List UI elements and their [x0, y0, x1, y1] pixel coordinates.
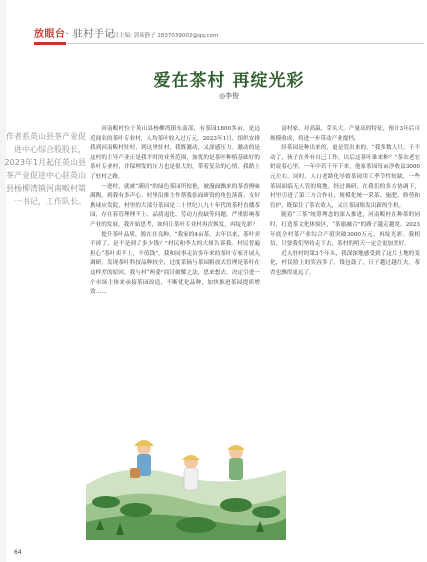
body-column-left — [90, 125, 260, 298]
author-bio: 作者系英山县茶产业促进中心综合股股长，2023年1月起任英山县茶产业促进中心驻英山县杨柳湾镇河南畈村第一书记，工作队长。 — [4, 132, 86, 206]
page-edge — [0, 0, 6, 562]
header-accent-mark — [34, 42, 66, 45]
page-number: 64 — [14, 549, 22, 556]
paragraph: 随着“三茶”统筹理念的深入推进，河南畈村在种茶的同时，打造茶文化体验区，“茶旅融合”的路子越走越宽。2023年底全村茶产业综合产值突破3000万元，再绽光彩。我相信，只要我们坚持走下去，茶村的明天一定会更加美好。 — [270, 212, 420, 248]
editor-info: 栏目主编: 郭茹静子 2837039002@qq.com — [108, 33, 219, 39]
column-tag — [34, 25, 115, 40]
paragraph: 河南畈村位于英山县杨柳湾镇东南部，有茶园1800多亩，是远近闻名的茶叶专业村，人均茶叶收入过万元。2023年1月，组织安排我到河南畈村驻村，到这里驻村，我既激动，又深感压力。激动的是这村的主导产业正是我平时的业务范围，加优的是茶叶种植基础好的茶叶专业村，并保理发的压力也是很大的，带着复杂的心情，我踏上了驻村之路。 — [90, 126, 260, 180]
paragraph: 一进村，就被“满居”的绿色茶园所惊艳，被漫面飘来的茶香撩味满陶，到我有多声心。村里沿推主作帮我张面研资的角色落落。支好携球应发院，村里的大部分茶园是二十世纪八九十年代的茶籽直播茶园，存在着管理理不上、品质退化、劳动力投缺等问题，严重影响茶产业的发展。我开始思考，如何让茶叶专业村再次焕发，再绽光彩？ — [90, 183, 260, 228]
paragraph: 提升茶叶品质，源在在良种。“我家的4亩茶，去年以来，茶叶卖不掉了，是不是到了多少钱？”村民和李大的大姐告诉我。村民普遍担心“茶叶卖不上，不值钱”，我和同事走访多年来的茶叶专家开展入调研，发现茶叶科技品种较全，过度采摘与茶园粗放式管理是茶叶在这样差的原因。我与村“两委”商讨破解之法，思来想去，决定引进一个市场主体来承接茶园改造，不断优化品种，加快推进茶园提质增效…… — [90, 231, 260, 296]
column-tag-sub: · 驻村手记 — [65, 29, 115, 40]
page-header — [0, 0, 427, 46]
paragraph: 富村家、对高温，芽头大，产量高的特征，预计3年后可规模收成，将进一步带动产业提档。 — [270, 126, 420, 142]
header-rule — [34, 43, 424, 44]
article-title: 爱在茶村 再绽光彩 — [153, 71, 305, 91]
paragraph: 经茶园是种出来的，更是管出来的。“我多数人只，千不动了，孩子在外有自己工作，以后这茶叶谁来种？”茶农老宏奶说着心里。一年中若干年下来，他家茶园每亩净收益3000元左右。同时，人口老龄化导致茶园用工季节性短缺，一些茶园面临无人管的境地。经过调研，在我们的多方协调下，村里引进了第三方合作社，规模化统一采茶、施肥、修剪和管护，既保住了茶农收入，又让茶园焕发出新的生机。 — [270, 145, 420, 209]
column-tag-main: 放眼台 — [34, 29, 66, 40]
body-column-right — [270, 125, 420, 279]
paragraph: 近入驻村的第3个年头，我深深地感受到了这片土地的变化，村民脸上的笑容多了，钱包鼓了，日子越过越红火，茶香也飘得更远了。 — [270, 250, 420, 276]
article-author: ◎李俊 — [218, 92, 240, 100]
tea-picking-illustration — [86, 390, 286, 540]
